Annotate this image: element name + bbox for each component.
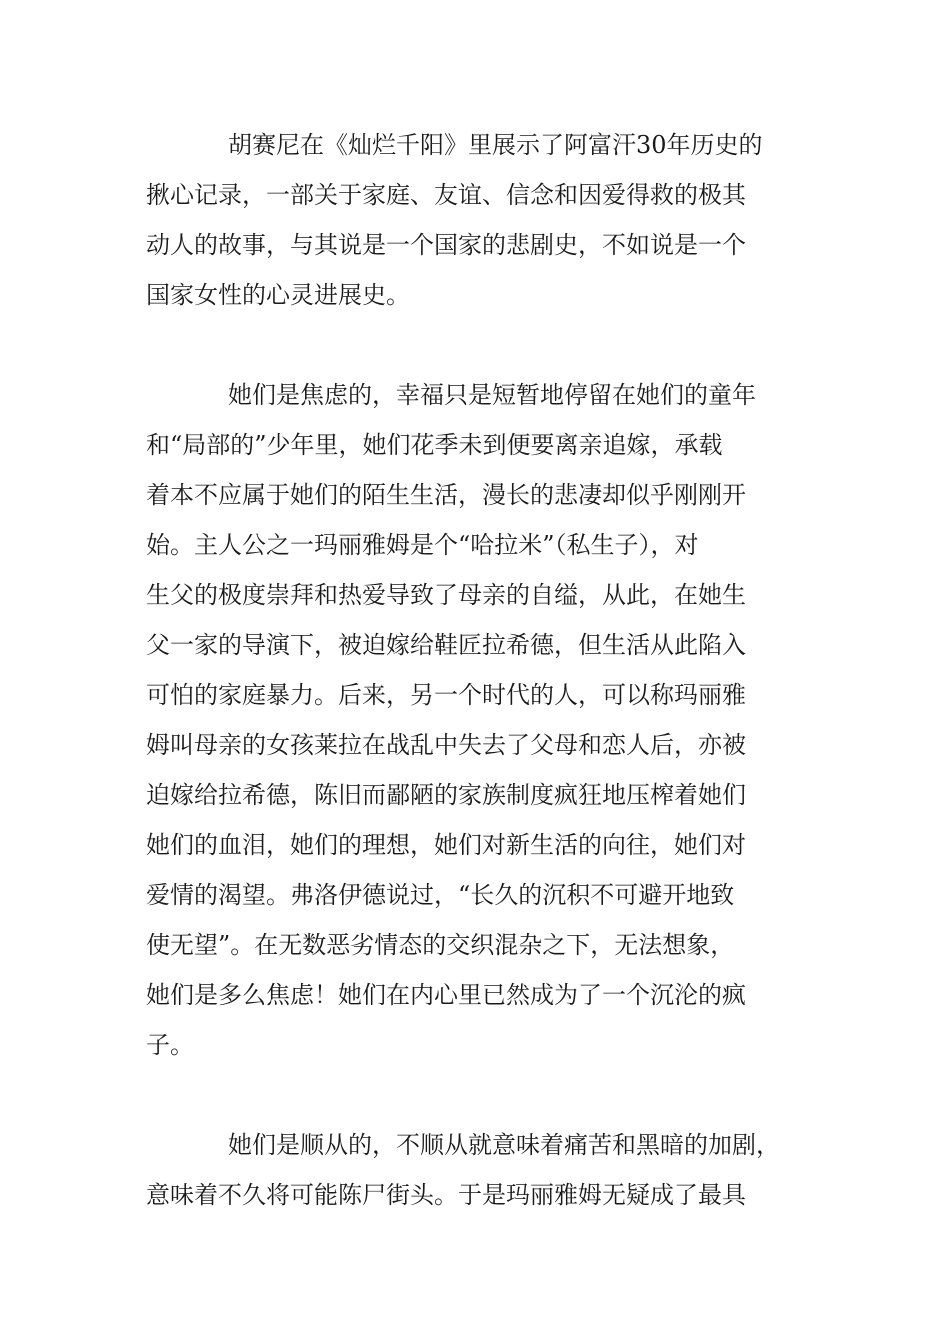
paragraph-3 <box>146 1120 808 1220</box>
paragraph-line: 国家女性的心灵进展史。 <box>146 281 410 309</box>
paragraph-line: 姆叫母亲的女孩莱拉在战乱中失去了父母和恋人后，亦被 <box>146 731 746 759</box>
paragraph-1 <box>146 120 808 320</box>
document-page <box>146 120 808 1220</box>
paragraph-line: 她们是焦虑的，幸福只是短暂地停留在她们的童年 <box>228 381 756 409</box>
paragraph-line: 揪心记录，一部关于家庭、友谊、信念和因爱得救的极其 <box>146 181 746 209</box>
paragraph-line: 着本不应属于她们的陌生生活，漫长的悲凄却似乎刚刚开 <box>146 481 746 509</box>
paragraph-line: 胡赛尼在《灿烂千阳》里展示了阿富汗30年历史的 <box>228 131 763 159</box>
paragraph-line: 始。主人公之一玛丽雅姆是个“哈拉米”（私生子），对 <box>146 531 699 559</box>
paragraph-line: 父一家的导演下，被迫嫁给鞋匠拉希德，但生活从此陷入 <box>146 631 746 659</box>
paragraph-line: 意味着不久将可能陈尸街头。于是玛丽雅姆无疑成了最具 <box>146 1181 746 1209</box>
paragraph-2 <box>146 370 808 1070</box>
paragraph-line: 她们的血泪，她们的理想，她们对新生活的向往，她们对 <box>146 831 746 859</box>
paragraph-line: 迫嫁给拉希德，陈旧而鄙陋的家族制度疯狂地压榨着她们 <box>146 781 746 809</box>
paragraph-line: 她们是顺从的，不顺从就意味着痛苦和黑暗的加剧， <box>228 1131 780 1159</box>
paragraph-line: 子。 <box>146 1031 194 1059</box>
paragraph-line: 她们是多么焦虑！她们在内心里已然成为了一个沉沦的疯 <box>146 981 746 1009</box>
paragraph-line: 动人的故事，与其说是一个国家的悲剧史，不如说是一个 <box>146 231 746 259</box>
paragraph-line: 爱情的渴望。弗洛伊德说过，“长久的沉积不可避开地致 <box>146 881 735 909</box>
paragraph-line: 可怕的家庭暴力。后来，另一个时代的人，可以称玛丽雅 <box>146 681 746 709</box>
paragraph-line: 使无望”。在无数恶劣情态的交织混杂之下，无法想象， <box>146 931 735 959</box>
paragraph-line: 生父的极度崇拜和热爱导致了母亲的自缢，从此，在她生 <box>146 581 746 609</box>
paragraph-line: 和“局部的”少年里，她们花季未到便要离亲追嫁，承载 <box>146 431 723 459</box>
